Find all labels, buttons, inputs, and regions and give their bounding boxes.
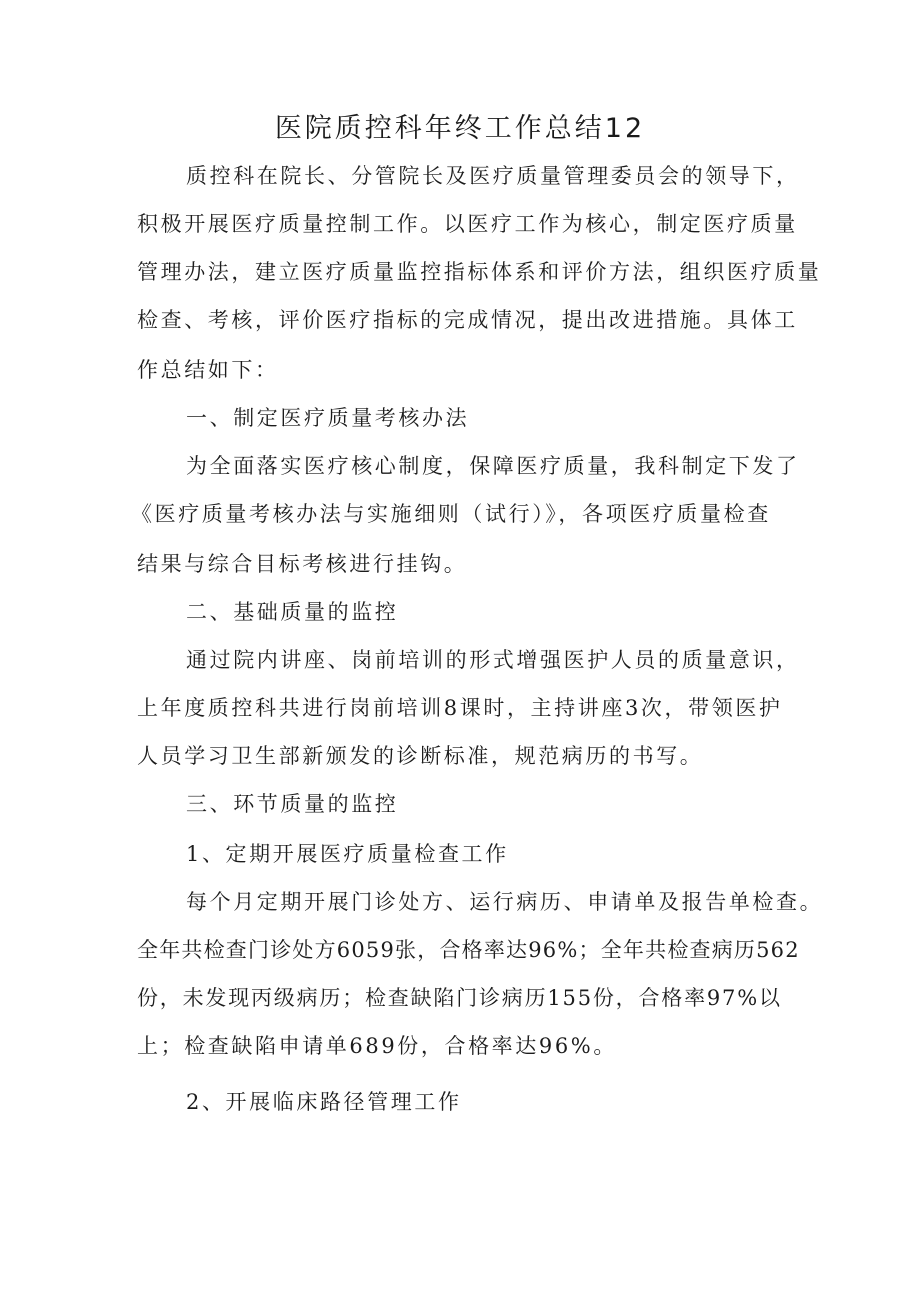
paragraph-intro-line-4: 检查、考核，评价医疗指标的完成情况，提出改进措施。具体工 [137,308,798,332]
subsection-3-1-line-2: 全年共检查门诊处方6059张，合格率达96%；全年共检查病历562 [137,938,800,962]
subsection-3-1-line-3: 份，未发现丙级病历；检查缺陷门诊病历155份，合格率97%以 [137,986,782,1010]
section-1-line-1: 为全面落实医疗核心制度，保障医疗质量，我科制定下发了 [186,454,800,478]
paragraph-intro-line-2: 积极开展医疗质量控制工作。以医疗工作为核心，制定医疗质量 [137,212,798,236]
section-2-line-1: 通过院内讲座、岗前培训的形式增强医护人员的质量意识， [186,648,800,672]
section-2-line-2: 上年度质控科共进行岗前培训8课时，主持讲座3次，带领医护 [137,696,783,720]
document-title: 医院质控科年终工作总结12 [274,113,646,144]
paragraph-intro-line-3: 管理办法，建立医疗质量监控指标体系和评价方法，组织医疗质量 [137,260,822,284]
section-2-line-3: 人员学习卫生部新颁发的诊断标准，规范病历的书写。 [137,744,704,768]
subsection-3-1-line-1: 每个月定期开展门诊处方、运行病历、申请单及报告单检查。 [186,890,824,914]
section-1-line-2: 《医疗质量考核办法与实施细则（试行）》，各项医疗质量检查 [131,502,771,526]
paragraph-intro-line-5: 作总结如下： [137,358,279,382]
section-heading-2: 二、基础质量的监控 [186,600,399,624]
subsection-3-1-line-4: 上；检查缺陷申请单689份，合格率达96%。 [137,1034,617,1058]
section-heading-1: 一、制定医疗质量考核办法 [186,406,470,430]
subsection-heading-3-2: 2、开展临床路径管理工作 [186,1090,462,1114]
section-1-line-3: 结果与综合目标考核进行挂钩。 [137,552,468,576]
paragraph-intro-line-1: 质控科在院长、分管院长及医疗质量管理委员会的领导下， [186,164,800,188]
subsection-heading-3-1: 1、定期开展医疗质量检查工作 [186,842,509,866]
section-heading-3: 三、环节质量的监控 [186,792,399,816]
